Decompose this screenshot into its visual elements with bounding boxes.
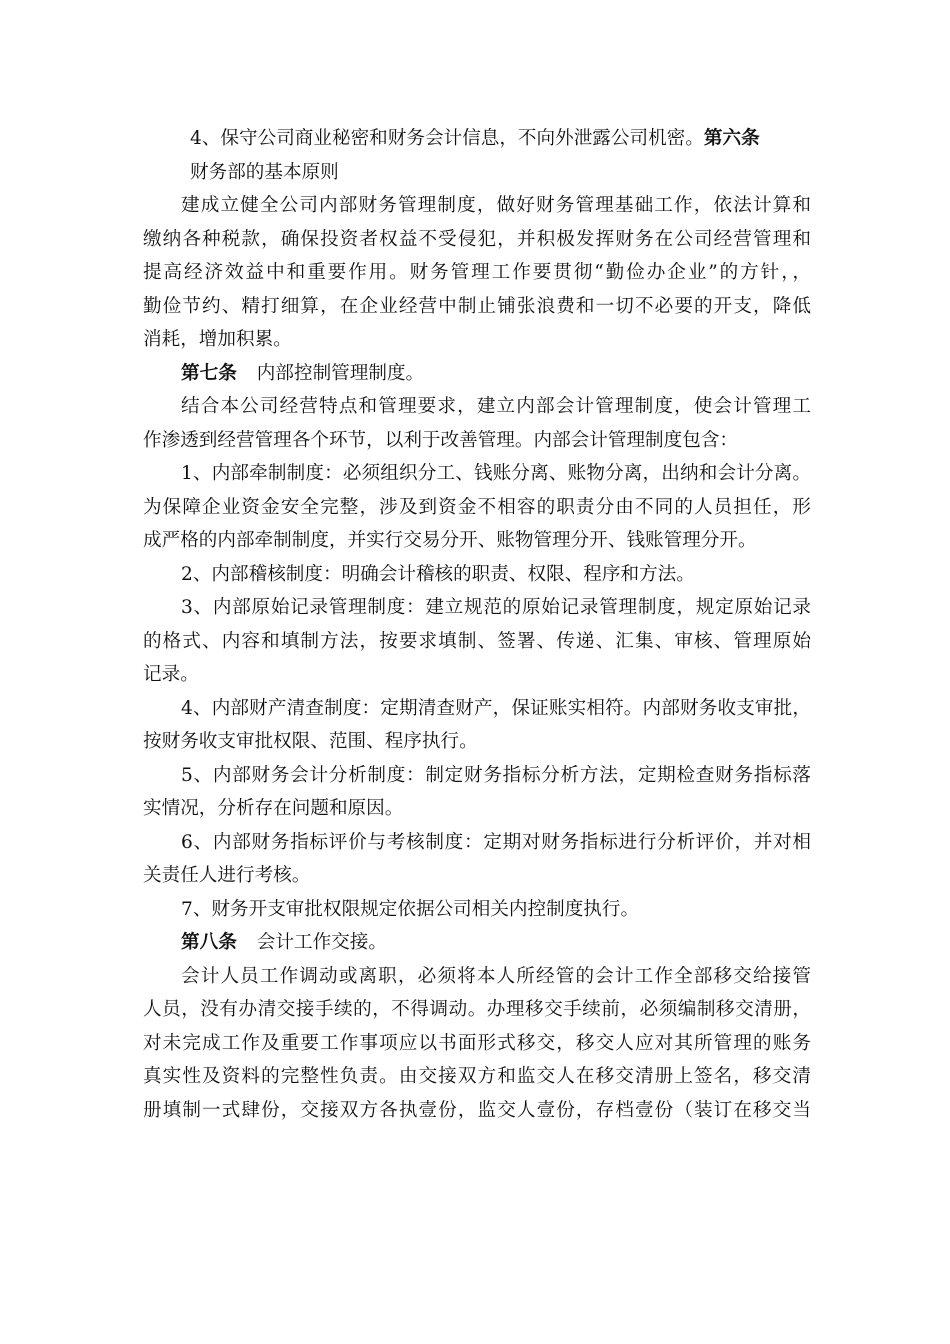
- list-item-line: 关责任人进行考核。: [143, 865, 311, 886]
- paragraph-line: 建成立健全公司内部财务管理制度，做好财务管理基础工作，依法计算和: [181, 195, 811, 216]
- list-item-line: 4、内部财产清查制度：定期清查财产，保证账实相符。内部财务收支审批，: [181, 697, 811, 719]
- section-title: 财务部的基本原则: [190, 161, 339, 183]
- document-page: [143, 122, 811, 1127]
- paragraph-line: 册填制一式肆份，交接双方各执壹份，监交人壹份，存档壹份（装订在移交当: [143, 1099, 811, 1121]
- paragraph-line: 消耗，增加积累。: [143, 329, 292, 350]
- paragraph-line: 勤俭节约、精打细算，在企业经营中制止铺张浪费和一切不必要的开支，降低: [143, 295, 811, 317]
- list-item-line: 1、内部牵制制度：必须组织分工、钱账分离、账物分离，出纳和会计分离。: [181, 463, 811, 484]
- paragraph-line: 提高经济效益中和重要作用。财务管理工作要贯彻“勤俭办企业”的方针，，: [143, 262, 811, 283]
- article-title: 内部控制管理制度。: [256, 362, 425, 384]
- list-item-line: 7、财务开支审批权限规定依据公司相关内控制度执行。: [181, 898, 640, 920]
- paragraph-line: 作渗透到经营管理各个环节，以利于改善管理。内部会计管理制度包含：: [143, 429, 739, 451]
- list-item-text: 4、保守公司商业秘密和财务会计信息，不向外泄露公司机密。: [190, 128, 704, 149]
- list-item-line: 2、内部稽核制度：明确会计稽核的职责、权限、程序和方法。: [181, 563, 695, 585]
- paragraph-line: 对未完成工作及重要工作事项应以书面形式移交，移交人应对其所管理的账务: [143, 1032, 811, 1054]
- list-item-line: 的格式、内容和填制方法，按要求填制、签署、传递、汇集、审核、管理原始: [143, 630, 811, 652]
- list-item-line: 6、内部财务指标评价与考核制度：定期对财务指标进行分析评价，并对相: [181, 831, 811, 853]
- paragraph-line: 会计人员工作调动或离职，必须将本人所经管的会计工作全部移交给接管: [181, 965, 811, 987]
- article-7-heading: [143, 357, 811, 391]
- list-item-line: 按财务收支审批权限、范围、程序执行。: [143, 731, 478, 752]
- paragraph-line: [143, 122, 811, 156]
- list-item-line: 实情况，分析存在问题和原因。: [143, 798, 404, 819]
- article-8-heading: [143, 926, 811, 960]
- paragraph-line: 结合本公司经营特点和管理要求，建立内部会计管理制度，使会计管理工: [181, 396, 811, 417]
- paragraph-line: 真实性及资料的完整性负责。由交接双方和监交人在移交清册上签名，移交清: [143, 1066, 811, 1087]
- list-item-line: 记录。: [143, 664, 199, 685]
- article-title: 会计工作交接。: [256, 932, 387, 953]
- list-item-line: 3、内部原始记录管理制度：建立规范的原始记录管理制度，规定原始记录: [181, 597, 811, 618]
- paragraph-line: 人员，没有办清交接手续的，不得调动。办理移交手续前，必须编制移交清册，: [143, 999, 811, 1020]
- paragraph-line: 缴纳各种税款，确保投资者权益不受侵犯，并积极发挥财务在公司经营管理和: [143, 228, 811, 250]
- article-label: 第八条: [181, 932, 237, 953]
- article-heading: 第六条: [703, 128, 760, 149]
- list-item-line: 成严格的内部牵制制度，并实行交易分开、账物管理分开、钱账管理分开。: [143, 530, 757, 551]
- list-item-line: 5、内部财务会计分析制度：制定财务指标分析方法，定期检查财务指标落: [181, 764, 811, 786]
- article-label: 第七条: [181, 362, 237, 384]
- list-item-line: 为保障企业资金安全完整，涉及到资金不相容的职责分由不同的人员担任，形: [143, 496, 811, 518]
